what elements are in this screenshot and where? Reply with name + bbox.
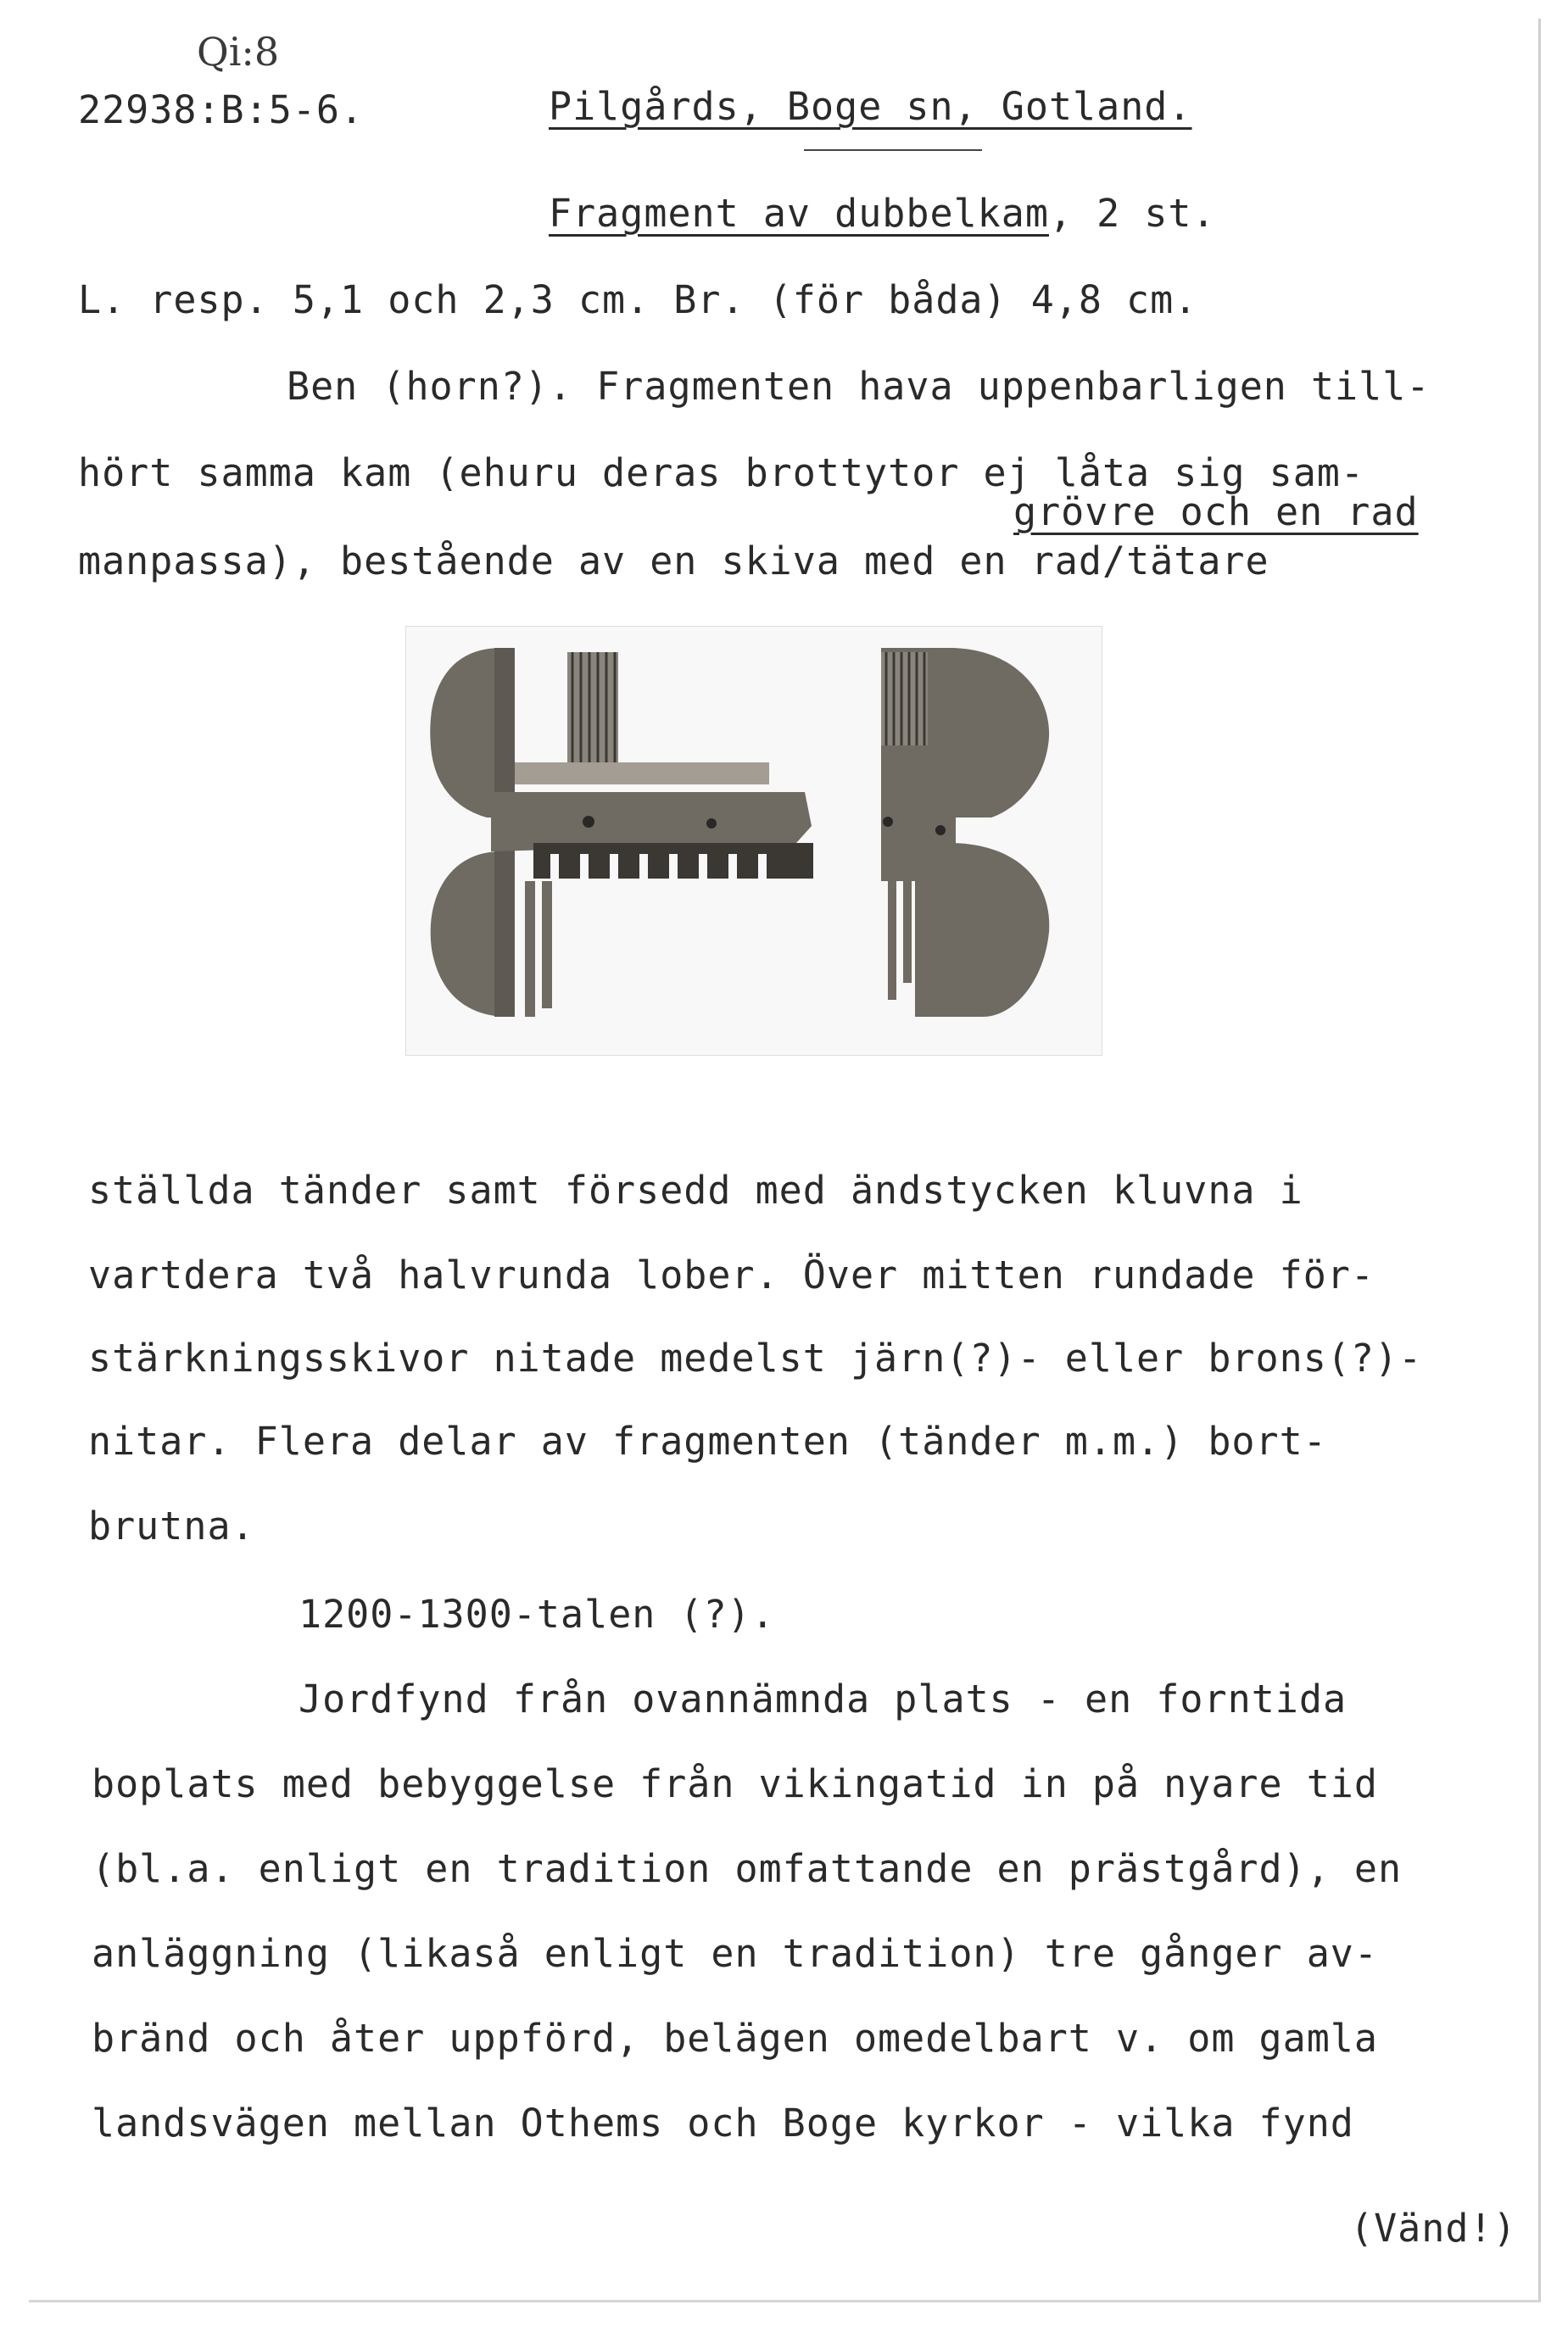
comb-fragments-image [406,627,1102,1055]
left-long-teeth [567,652,618,779]
catalog-number: 22938:B:5-6. [78,87,365,132]
comb-photo [405,626,1102,1056]
insertion-after: tätare [1126,539,1269,583]
description-line-3-text: manpassa), bestående av en skiva med en rad [78,539,1102,583]
description-line-2: hört samma kam (ehuru deras brottytor ej låta sig sam- [78,450,1364,495]
site-name: Pilgårds, Boge sn, Gotland. [549,84,1192,129]
find-context-line-2: boplats med bebyggelse från vikingatid in på nyare tid [92,1761,1378,1806]
right-loose-tooth-1 [888,881,896,1000]
left-loose-tooth-1 [525,881,535,1017]
description-line-6: stärkningsskivor nitade medelst järn(?)- eller brons(?)- [88,1336,1423,1381]
find-context-line-6: landsvägen mellan Othems och Boge kyrkor - vilka fynd [92,2101,1354,2146]
object-count: , 2 st. [1048,191,1216,236]
description-line-8: brutna. [88,1504,255,1549]
find-context-line-3: (bl.a. enligt en tradition omfattande en prästgård), en [92,1846,1403,1891]
right-fine-teeth [881,652,928,745]
right-loose-tooth-2 [903,881,912,983]
description-line-4: ställda tänder samt försedd med ändstycken kluvna i [88,1168,1303,1213]
find-context-line-5: bränd och åter uppförd, belägen omedelbart v. om gamla [92,2016,1378,2061]
description-line-5: vartdera två halvrunda lober. Över mitten rundade för- [88,1253,1375,1297]
pencil-mark [804,149,982,151]
left-fine-teeth [515,762,769,784]
right-rivet-1 [883,817,893,827]
measurements: L. resp. 5,1 och 2,3 cm. Br. (för båda) 4,8 cm. [78,277,1198,322]
find-context-line-4: anläggning (likaså enligt en tradition) tre gånger av- [92,1931,1378,1976]
left-rivet-2 [706,818,717,829]
handwritten-mark: Qi:8 [197,29,280,75]
object-line [549,190,1216,237]
description-line-7: nitar. Flera delar av fragmenten (tänder m.m.) bort- [88,1419,1327,1464]
dating: 1200-1300-talen (?). [299,1592,775,1637]
insertion-above: grövre och en rad [1013,489,1419,534]
turn-note: (Vänd!) [1350,2206,1517,2251]
left-rivet-1 [583,816,594,828]
left-loose-tooth-2 [542,881,552,1008]
object-title: Fragment av dubbelkam [549,191,1049,236]
find-context-line-1: Jordfynd från ovannämnda plats - en forntida [299,1677,1348,1722]
left-reinforcement-plate [491,792,812,851]
right-rivet-2 [935,825,946,835]
description-line-3 [78,538,1269,585]
insertion-slash: / [1102,539,1127,583]
description-line-1: Ben (horn?). Fragmenten hava uppenbarligen till- [287,364,1431,409]
